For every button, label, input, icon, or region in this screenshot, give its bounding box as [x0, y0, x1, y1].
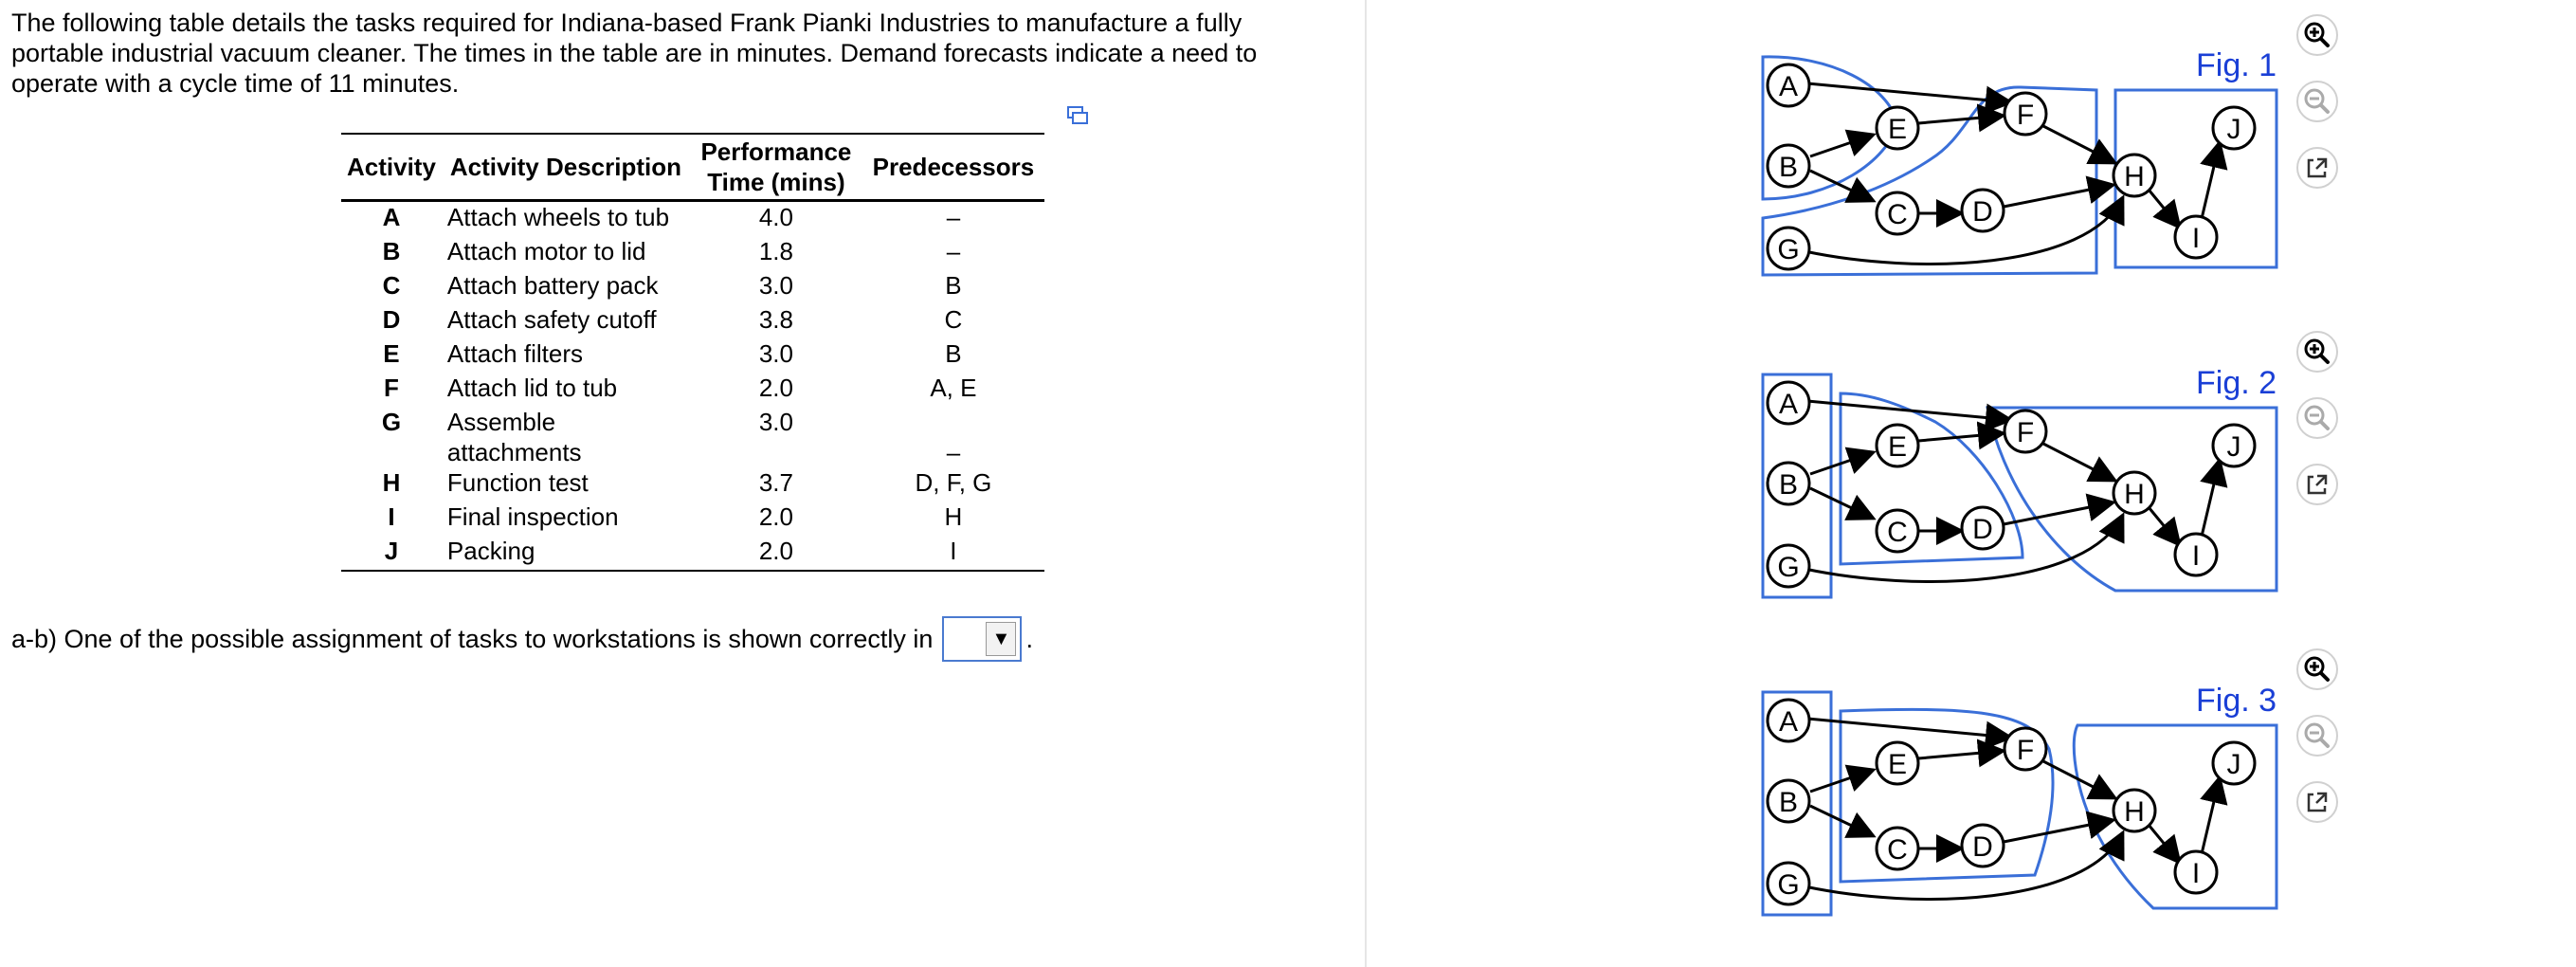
edge-f-h: [2041, 125, 2115, 163]
cell-description: Assemble attachments: [446, 408, 582, 466]
cell-activity: C: [382, 271, 401, 300]
node-label: I: [2191, 540, 2201, 572]
cell-time: 3.7: [758, 468, 793, 497]
cell-time: 4.0: [758, 203, 793, 231]
edge-a-f: [1807, 719, 2011, 738]
cell-description: Packing: [446, 537, 535, 565]
cell-predecessors: I: [950, 537, 957, 565]
node-g: [1768, 863, 1809, 904]
edge-a-f: [1807, 401, 2011, 420]
edge-b-c: [1810, 171, 1874, 201]
cell-description: Attach filters: [446, 339, 583, 368]
cell-time: 2.0: [758, 502, 793, 531]
question-text: a-b) One of the possible assignment of tasks to workstations is shown correctly in: [11, 625, 934, 653]
header-time-line2: Time (mins): [707, 168, 845, 196]
node-label: I: [2191, 858, 2201, 889]
network-nodes: [1768, 64, 2255, 269]
node-j: [2213, 425, 2255, 466]
edge-f-h: [2041, 443, 2115, 481]
cell-time: 2.0: [758, 537, 793, 565]
open-external-icon[interactable]: [2295, 463, 2339, 506]
node-g: [1768, 545, 1809, 587]
intro-text: The following table details the tasks required for Indiana-based Frank Pianki Industries to manufacture a fully portable industrial vacuum cleaner. The times in the table are in minutes. Demand forecasts indicate a need to operate with a cycle time of 11 minutes.: [11, 9, 1258, 98]
table-header-row: [341, 134, 1044, 201]
node-b: [1768, 463, 1809, 504]
table-row: [341, 338, 1044, 373]
node-f: [2005, 728, 2046, 770]
table-row: [341, 201, 1044, 237]
node-label: H: [2124, 479, 2145, 510]
node-label: D: [1972, 831, 1993, 863]
edge-b-e: [1810, 135, 1874, 156]
node-label: F: [2016, 735, 2035, 766]
cell-description: Attach lid to tub: [446, 374, 618, 402]
zoom-out-icon[interactable]: [2295, 80, 2339, 123]
node-label: J: [2226, 114, 2241, 145]
task-table: [341, 133, 1044, 572]
node-label: I: [2191, 223, 2201, 254]
cell-predecessors: –: [946, 438, 961, 466]
node-a: [1768, 382, 1809, 424]
node-label: A: [1778, 71, 1799, 102]
node-e: [1877, 742, 1918, 784]
node-label: G: [1777, 552, 1800, 583]
node-label: A: [1778, 706, 1799, 738]
node-a: [1768, 700, 1809, 741]
cell-time: 2.0: [758, 374, 793, 402]
node-c: [1877, 828, 1918, 869]
edge-h-i: [2149, 825, 2180, 863]
node-e: [1877, 107, 1918, 149]
node-label: C: [1887, 199, 1908, 230]
node-j: [2213, 107, 2255, 149]
node-label: E: [1887, 114, 1908, 145]
edge-h-i: [2149, 190, 2180, 228]
cell-activity: H: [382, 468, 401, 497]
header-activity: Activity: [347, 153, 436, 181]
cell-description: Attach motor to lid: [446, 237, 646, 265]
node-label: D: [1972, 514, 1993, 545]
node-h: [2113, 472, 2155, 514]
zoom-out-icon[interactable]: [2295, 396, 2339, 440]
cell-activity: A: [382, 203, 401, 231]
cell-description: Attach safety cutoff: [446, 305, 657, 334]
table-row: [341, 502, 1044, 536]
cell-time: 3.0: [758, 408, 793, 436]
zoom-in-icon[interactable]: [2295, 648, 2339, 691]
node-label: B: [1778, 469, 1799, 501]
open-external-icon[interactable]: [2295, 780, 2339, 824]
node-f: [2005, 411, 2046, 452]
edge-i-j: [2201, 460, 2220, 540]
cell-time: 3.8: [758, 305, 793, 334]
node-e: [1877, 425, 1918, 466]
zoom-out-icon[interactable]: [2295, 714, 2339, 757]
cell-time: 3.0: [758, 271, 793, 300]
node-label: F: [2016, 417, 2035, 448]
node-label: A: [1778, 389, 1799, 420]
node-a: [1768, 64, 1809, 106]
zoom-in-icon[interactable]: [2295, 330, 2339, 374]
copy-table-icon[interactable]: [1065, 104, 1090, 129]
node-d: [1962, 507, 2004, 549]
question-suffix: .: [1025, 625, 1033, 653]
cell-time: 3.0: [758, 339, 793, 368]
edge-i-j: [2201, 142, 2220, 223]
header-predecessors: Predecessors: [872, 153, 1035, 181]
edge-h-i: [2149, 507, 2180, 545]
table-row: [341, 304, 1044, 338]
table-row: [341, 536, 1044, 571]
figure-3: [1746, 683, 2286, 920]
node-f: [2005, 93, 2046, 135]
edge-e-f: [1918, 116, 2004, 123]
node-label: B: [1778, 787, 1799, 818]
node-label: E: [1887, 749, 1908, 780]
node-d: [1962, 190, 2004, 231]
node-label: B: [1778, 152, 1799, 183]
table-row: [341, 270, 1044, 304]
cell-activity: J: [384, 537, 399, 565]
cell-activity: B: [382, 237, 401, 265]
figure-label: Fig. 3: [2196, 683, 2277, 719]
zoom-in-icon[interactable]: [2295, 13, 2339, 57]
node-label: G: [1777, 234, 1800, 265]
node-i: [2175, 534, 2217, 575]
cell-predecessors: H: [944, 502, 963, 531]
figure-label: Fig. 1: [2196, 47, 2277, 83]
node-label: H: [2124, 161, 2145, 192]
dropdown-arrow-icon[interactable]: ▼: [986, 622, 1016, 656]
header-time-line1: Performance: [700, 137, 852, 166]
cell-predecessors: D, F, G: [915, 468, 992, 497]
cell-predecessors: C: [944, 305, 963, 334]
node-c: [1877, 192, 1918, 234]
cell-time: 1.8: [758, 237, 793, 265]
edge-i-j: [2201, 777, 2220, 858]
cell-activity: I: [388, 502, 395, 531]
node-label: C: [1887, 834, 1908, 866]
cell-activity: F: [384, 374, 399, 402]
node-label: H: [2124, 796, 2145, 828]
node-label: F: [2016, 100, 2035, 131]
table-row: [341, 373, 1044, 407]
figure-label: Fig. 2: [2196, 365, 2277, 401]
node-c: [1877, 510, 1918, 552]
edge-e-f: [1918, 751, 2004, 758]
node-label: J: [2226, 749, 2241, 780]
node-i: [2175, 851, 2217, 893]
figure-1: [1746, 47, 2286, 284]
node-b: [1768, 145, 1809, 187]
node-label: C: [1887, 517, 1908, 548]
figure-2: [1746, 365, 2286, 602]
node-h: [2113, 155, 2155, 196]
open-external-icon[interactable]: [2295, 146, 2339, 190]
cell-predecessors: –: [946, 237, 961, 265]
header-time: [690, 134, 862, 201]
cell-description: Attach wheels to tub: [446, 203, 670, 231]
cell-activity: E: [383, 339, 400, 368]
table-row: [341, 236, 1044, 270]
cell-predecessors: A, E: [930, 374, 977, 402]
edge-a-f: [1807, 83, 2011, 102]
cell-activity: D: [382, 305, 401, 334]
figures-panel: [1367, 0, 2576, 967]
cell-predecessors: B: [945, 271, 962, 300]
node-h: [2113, 790, 2155, 831]
answer-dropdown[interactable]: [942, 616, 1022, 662]
cell-predecessors: B: [945, 339, 962, 368]
cell-activity: G: [381, 408, 402, 436]
table-row: [341, 407, 1044, 467]
node-label: G: [1777, 869, 1800, 901]
node-b: [1768, 780, 1809, 822]
header-description: Activity Description: [449, 153, 681, 181]
node-label: D: [1972, 196, 1993, 228]
node-label: J: [2226, 431, 2241, 463]
cell-description: Final inspection: [446, 502, 619, 531]
cell-description: Function test: [446, 468, 589, 497]
node-d: [1962, 825, 2004, 867]
cell-predecessors: –: [946, 203, 961, 231]
edge-d-h: [2004, 502, 2113, 524]
node-label: E: [1887, 431, 1908, 463]
node-i: [2175, 216, 2217, 258]
node-g: [1768, 228, 1809, 269]
table-row: [341, 467, 1044, 502]
question-line: [11, 616, 1033, 662]
node-j: [2213, 742, 2255, 784]
cell-description: Attach battery pack: [446, 271, 659, 300]
